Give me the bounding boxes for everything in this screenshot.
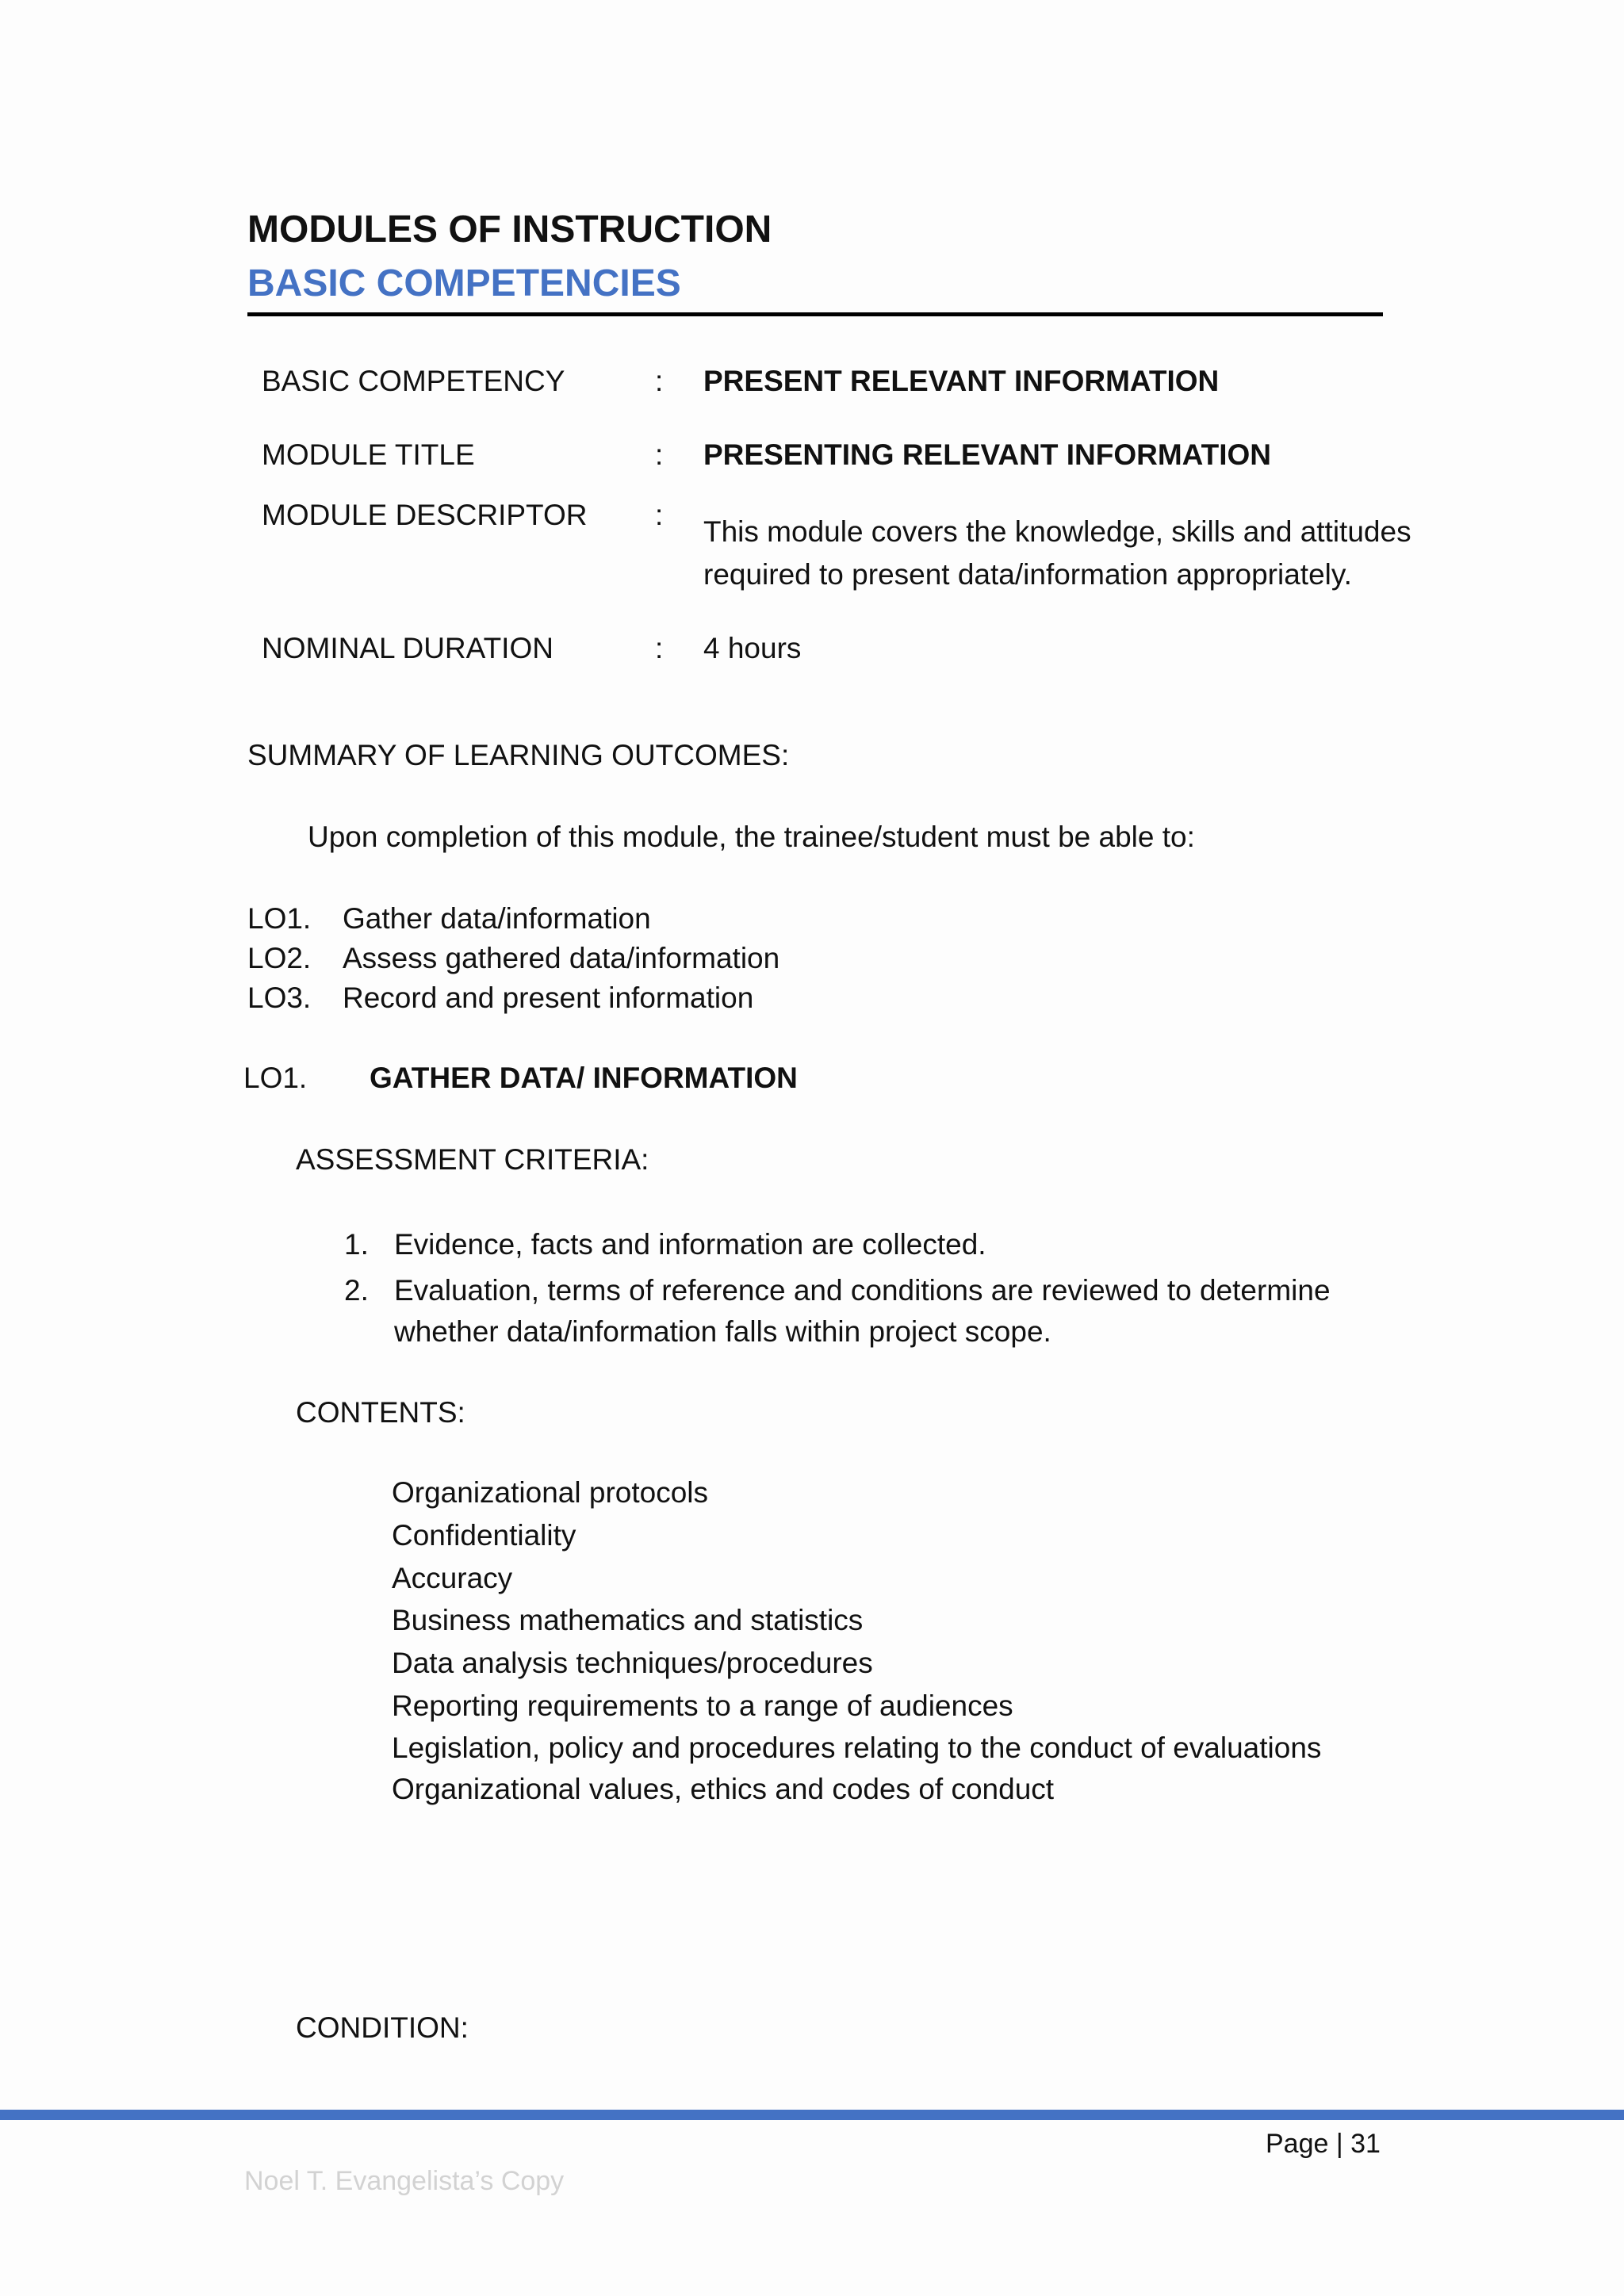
summary-heading: SUMMARY OF LEARNING OUTCOMES: <box>247 739 790 771</box>
outcome-text: Record and present information <box>343 982 754 1014</box>
field-value-module-descriptor-line2: required to present data/information appropriately. <box>703 558 1352 591</box>
contents-item: Confidentiality <box>392 1519 576 1552</box>
contents-item: Accuracy <box>392 1562 513 1594</box>
contents-item: Business mathematics and statistics <box>392 1604 864 1636</box>
field-value-module-descriptor-line1: This module covers the knowledge, skills and attitudes <box>703 515 1411 548</box>
field-value-nominal-duration: 4 hours <box>703 632 802 664</box>
outcome-number: LO3. <box>247 982 312 1014</box>
field-colon: : <box>655 499 664 531</box>
field-value-module-title: PRESENTING RELEVANT INFORMATION <box>703 438 1272 471</box>
lo1-title: GATHER DATA/ INFORMATION <box>370 1062 798 1094</box>
field-label-nominal-duration: NOMINAL DURATION <box>262 632 553 664</box>
outcome-text: Assess gathered data/information <box>343 942 780 974</box>
lo1-number: LO1. <box>243 1062 308 1094</box>
section-subtitle: BASIC COMPETENCIES <box>247 262 681 304</box>
criteria-text-line1: Evaluation, terms of reference and conditions are reviewed to determine <box>394 1274 1331 1307</box>
field-label-basic-competency: BASIC COMPETENCY <box>262 365 565 397</box>
watermark: Noel T. Evangelista’s Copy <box>244 2166 565 2196</box>
page-number: Page | 31 <box>1266 2129 1381 2159</box>
contents-item: Data analysis techniques/procedures <box>392 1647 873 1679</box>
outcome-number: LO2. <box>247 942 312 974</box>
contents-item: Organizational protocols <box>392 1476 708 1509</box>
page-title: MODULES OF INSTRUCTION <box>247 209 772 251</box>
condition-heading: CONDITION: <box>296 2011 469 2044</box>
field-label-module-title: MODULE TITLE <box>262 438 475 471</box>
field-colon: : <box>655 632 664 664</box>
outcome-text: Gather data/information <box>343 902 651 935</box>
criteria-number: 1. <box>344 1228 369 1261</box>
field-colon: : <box>655 438 664 471</box>
footer-bar <box>0 2110 1624 2120</box>
summary-intro: Upon completion of this module, the trainee/student must be able to: <box>308 821 1195 853</box>
assessment-criteria-heading: ASSESSMENT CRITERIA: <box>296 1143 649 1176</box>
field-value-basic-competency: PRESENT RELEVANT INFORMATION <box>703 365 1220 397</box>
outcome-number: LO1. <box>247 902 312 935</box>
criteria-text: Evidence, facts and information are collected. <box>394 1228 986 1261</box>
contents-item: Legislation, policy and procedures relating to the conduct of evaluations <box>392 1732 1322 1764</box>
criteria-text-line2: whether data/information falls within project scope. <box>394 1315 1051 1348</box>
field-label-module-descriptor: MODULE DESCRIPTOR <box>262 499 588 531</box>
contents-heading: CONTENTS: <box>296 1396 465 1429</box>
contents-item: Reporting requirements to a range of audiences <box>392 1689 1013 1722</box>
criteria-number: 2. <box>344 1274 369 1307</box>
field-colon: : <box>655 365 664 397</box>
contents-item: Organizational values, ethics and codes of conduct <box>392 1773 1055 1805</box>
heading-divider <box>247 312 1383 316</box>
